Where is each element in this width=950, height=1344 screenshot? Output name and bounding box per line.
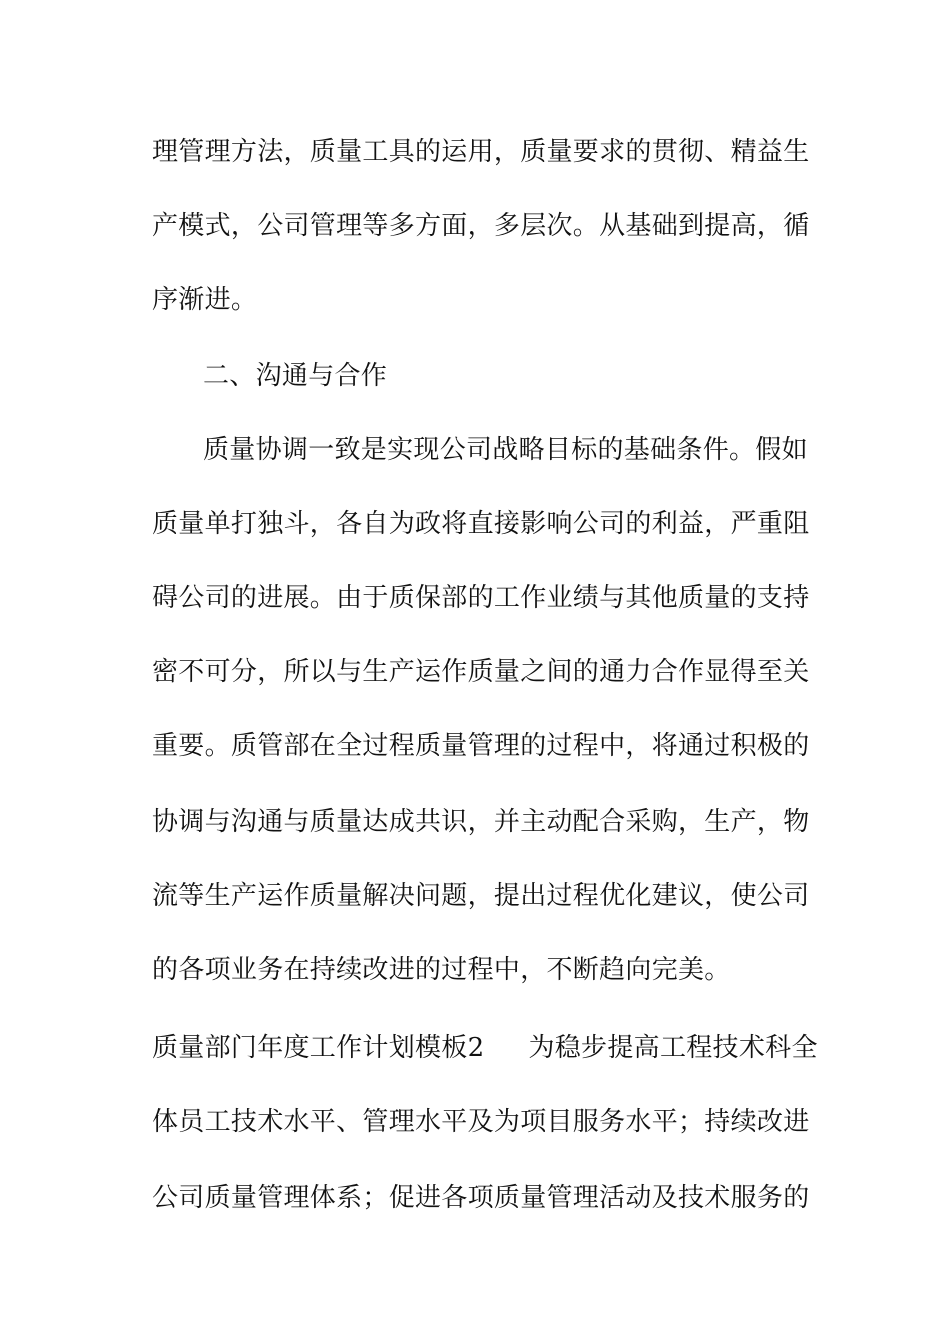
body-text-line: 质量单打独斗，各自为政将直接影响公司的利益，严重阻 (152, 509, 810, 539)
body-text-line: 流等生产运作质量解决问题，提出过程优化建议，使公司 (152, 881, 810, 911)
body-text-line: 理管理方法，质量工具的运用，质量要求的贯彻、精益生 (152, 137, 810, 167)
section-heading: 二、沟通与合作 (203, 361, 388, 391)
body-text-line: 序渐进。 (152, 285, 258, 315)
body-text-line: 质量协调一致是实现公司战略目标的基础条件。假如 (203, 435, 808, 465)
body-text-line: 重要。质管部在全过程质量管理的过程中，将通过积极的 (152, 731, 810, 761)
template-title: 质量部门年度工作计划模板2 (152, 1033, 485, 1063)
body-text-line: 密不可分，所以与生产运作质量之间的通力合作显得至关 (152, 657, 810, 687)
body-text-line: 的各项业务在持续改进的过程中，不断趋向完美。 (152, 955, 731, 985)
body-text-line: 协调与沟通与质量达成共识，并主动配合采购，生产，物 (152, 807, 810, 837)
template-title-line (152, 1032, 818, 1064)
template-intro: 为稳步提高工程技术科全 (528, 1033, 818, 1063)
body-text-line: 体员工技术水平、管理水平及为项目服务水平；持续改进 (152, 1107, 810, 1137)
body-text-line: 碍公司的进展。由于质保部的工作业绩与其他质量的支持 (152, 583, 810, 613)
body-text-line: 公司质量管理体系；促进各项质量管理活动及技术服务的 (152, 1183, 810, 1213)
body-text-line: 产模式，公司管理等多方面，多层次。从基础到提高，循 (152, 211, 810, 241)
